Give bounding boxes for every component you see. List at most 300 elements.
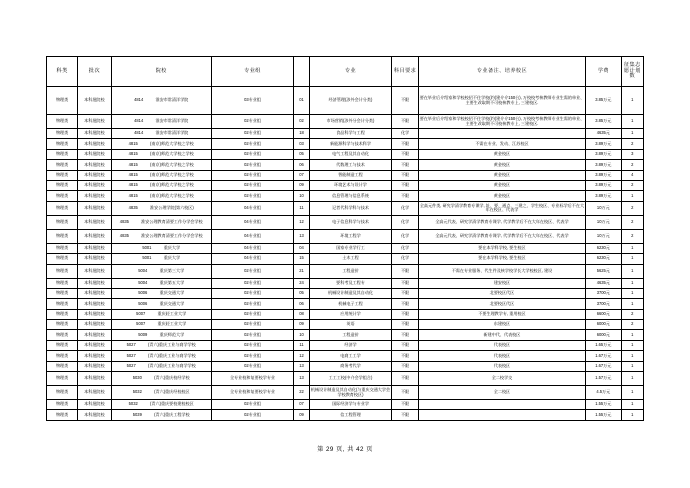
cell-beizhu: 代表校区 [418, 361, 585, 371]
admission-plan-table [46, 56, 644, 421]
cell-pici: 本科批院校 [78, 351, 111, 361]
cell-kelei: 物理类 [47, 201, 78, 215]
cell-pici: 本科批院校 [78, 320, 111, 330]
table-row [47, 160, 644, 170]
cell-kelei: 物理类 [47, 229, 78, 243]
cell-yuanxiao: 4814 淮安市常清洋学院 [111, 115, 211, 129]
cell-zhuanyezu: 02专业组 [211, 278, 293, 288]
cell-pici: 本科批院校 [78, 243, 111, 253]
table-row [47, 351, 644, 361]
cell-xuefei: 6230元 [585, 254, 621, 264]
cell-zhuanyezu: 02专业组 [211, 320, 293, 330]
table-header-row [47, 57, 644, 87]
cell-zhuanyezu: 02专业组 [211, 115, 293, 129]
cell-xuefei: 10万元 [585, 215, 621, 229]
cell-pici: 本科批院校 [78, 170, 111, 180]
cell-kelei: 物理类 [47, 288, 78, 298]
cell-beizhu: 全二校学交 [418, 372, 585, 386]
cell-pici: 本科批院校 [78, 201, 111, 215]
header-zhuanye-code [294, 57, 310, 87]
cell-zhuanye-code: 01 [294, 87, 310, 115]
cell-kemu-yaoqiu: 化学 [392, 229, 419, 243]
cell-yuanxiao: 5001 重庆大学 [111, 254, 211, 264]
table-row [47, 129, 644, 139]
cell-kelei: 物理类 [47, 149, 78, 159]
cell-beizhu: 代表校区 [418, 340, 585, 350]
cell-pici: 本科批院校 [78, 191, 111, 201]
cell-yuanxiao: 4814 淮安市常清洋学院 [111, 129, 211, 139]
cell-zhuanyezu: 02专业组 [211, 264, 293, 278]
cell-kelei: 物理类 [47, 351, 78, 361]
cell-zhengji-jihua: 1 [621, 254, 643, 264]
cell-zhengji-jihua: 1 [621, 330, 643, 340]
table-row [47, 400, 644, 410]
cell-kemu-yaoqiu: 不限 [392, 139, 419, 149]
cell-xuefei: 1.55万元 [585, 400, 621, 410]
cell-pici: 本科批院校 [78, 215, 111, 229]
cell-kemu-yaoqiu: 化学 [392, 201, 419, 215]
cell-xuefei: 4635元 [585, 278, 621, 288]
cell-zhengji-jihua: 1 [621, 400, 643, 410]
cell-zhuanye: 机械设计制造及其自动化(与重庆交通大学会学校教育校区) [309, 386, 391, 400]
cell-yuanxiao: 5039 (青六)重庆工程学校 [111, 410, 211, 420]
header-pici: 批次 [78, 57, 111, 87]
cell-kelei: 物理类 [47, 243, 78, 253]
cell-kemu-yaoqiu: 不限 [392, 309, 419, 319]
cell-zhuanye-code: 13 [294, 229, 310, 243]
cell-zhuanye: 经济学 [309, 340, 391, 350]
cell-zhuanye-code: 07 [294, 400, 310, 410]
cell-xuefei: 3.89万元 [585, 149, 621, 159]
cell-zhuanyezu: 02专业组 [211, 160, 293, 170]
cell-zhengji-jihua: 1 [621, 129, 643, 139]
cell-zhengji-jihua: 1 [621, 115, 643, 129]
cell-zhuanyezu: 02专业组 [211, 299, 293, 309]
cell-pici: 本科批院校 [78, 309, 111, 319]
cell-yuanxiao: 5032 (青六)重庆要校建校校区 [111, 400, 211, 410]
header-beizhu: 专业备注、培养校区 [418, 57, 585, 87]
cell-kemu-yaoqiu: 不限 [392, 87, 419, 115]
header-xuefei: 学费 [585, 57, 621, 87]
cell-beizhu: 北要校区代区 [418, 299, 585, 309]
cell-zhuanye: 土木工程 [309, 254, 391, 264]
cell-zhuanye: 环境艺术与设计学 [309, 180, 391, 190]
table-row [47, 170, 644, 180]
cell-kelei: 物理类 [47, 115, 78, 129]
cell-zhuanyezu: 04专业组 [211, 229, 293, 243]
table-row [47, 139, 644, 149]
cell-xuefei: 1.55万元 [585, 410, 621, 420]
cell-zhuanye-code: 05 [294, 288, 310, 298]
cell-kelei: 物理类 [47, 410, 78, 420]
cell-beizhu: 建安校区 [418, 278, 585, 288]
cell-beizhu: 不要生理教学专, 重用校区 [418, 309, 585, 319]
cell-kelei: 物理类 [47, 372, 78, 386]
table-row [47, 229, 644, 243]
cell-xuefei: 3.85万元 [585, 87, 621, 115]
cell-beizhu: 代表校区 [418, 351, 585, 361]
cell-pici: 本科批院校 [78, 254, 111, 264]
cell-zhuanyezu: 02专业组 [211, 361, 293, 371]
cell-kelei: 物理类 [47, 254, 78, 264]
cell-zhengji-jihua: 1 [621, 299, 643, 309]
cell-zhengji-jihua: 2 [621, 229, 643, 243]
cell-pici: 本科批院校 [78, 278, 111, 288]
cell-xuefei: 3700元 [585, 288, 621, 298]
cell-zhengji-jihua: 1 [621, 386, 643, 400]
cell-pici: 本科批院校 [78, 139, 111, 149]
cell-kelei: 物理类 [47, 129, 78, 139]
cell-pici: 本科批院校 [78, 372, 111, 386]
cell-zhuanye: 智能制造工程 [309, 170, 391, 180]
cell-zhuanye: 新能源科学与技术科学 [309, 139, 391, 149]
header-zhuanye: 专业 [309, 57, 391, 87]
cell-yuanxiao: 5027 (青六)重庆工业与商学学校 [111, 361, 211, 371]
cell-zhuanye: 国际经济学与专业学 [309, 400, 391, 410]
cell-zhengji-jihua: 1 [621, 278, 643, 288]
cell-zhuanyezu: 04专业组 [211, 215, 293, 229]
cell-beizhu: 东建校区 [418, 320, 585, 330]
cell-yuanxiao: 4835 淮安公理教育清要工作分学会学校 [111, 215, 211, 229]
cell-zhengji-jihua: 2 [621, 215, 643, 229]
cell-kemu-yaoqiu: 不限 [392, 170, 419, 180]
cell-xuefei: 1.67万元 [585, 351, 621, 361]
cell-yuanxiao: 5030 (青六)重庆校经学校 [111, 372, 211, 386]
cell-pici: 本科批院校 [78, 386, 111, 400]
cell-kelei: 物理类 [47, 160, 78, 170]
cell-zhuanye-code: 08 [294, 309, 310, 319]
table-row [47, 264, 644, 278]
cell-beizhu [418, 129, 585, 139]
cell-beizhu: 全高元件类, 研究学清学教育专课学, 址、要、通点、三建之、学生校区、专业标学后不在大年在校区、代表学 [418, 201, 585, 215]
cell-zhuanye-code: 09 [294, 410, 310, 420]
cell-kemu-yaoqiu: 不限 [392, 180, 419, 190]
cell-yuanxiao: 4815 (南京)师范大学校之学校 [111, 180, 211, 190]
cell-yuanxiao: 4815 (南京)师范大学校之学校 [111, 139, 211, 149]
cell-zhuanyezu: 04专业组 [211, 254, 293, 264]
cell-beizhu: 黄金校区 [418, 160, 585, 170]
cell-yuanxiao: 5027 (青六)重庆工业与商学学校 [111, 340, 211, 350]
cell-zhuanye-code: 10 [294, 330, 310, 340]
cell-kelei: 物理类 [47, 386, 78, 400]
cell-xuefei: 3700元 [585, 299, 621, 309]
cell-kelei: 物理类 [47, 320, 78, 330]
cell-xuefei: 1.65万元 [585, 340, 621, 350]
cell-pici: 本科批院校 [78, 361, 111, 371]
cell-beizhu: 黄金校区 [418, 180, 585, 190]
cell-zhengji-jihua: 2 [621, 160, 643, 170]
cell-yuanxiao: 5009 重庆师范大学 [111, 330, 211, 340]
cell-beizhu: 要在本学科学校, 要生校区 [418, 254, 585, 264]
cell-zhuanyezu: 02专业组 [211, 180, 293, 190]
cell-zhuanye-code: 24 [294, 278, 310, 288]
cell-zhuanye-code: 13 [294, 361, 310, 371]
page-footer: 第 29 页, 共 42 页 [317, 446, 373, 453]
cell-zhuanye: 国家专业学行工 [309, 243, 391, 253]
cell-zhuanye: 工工工校(中介会学组合) [309, 372, 391, 386]
cell-yuanxiao: 4814 淮安市常清洋学院 [111, 87, 211, 115]
cell-zhuanyezu: 02专业组 [211, 191, 293, 201]
cell-pici: 本科批院校 [78, 264, 111, 278]
cell-zhuanyezu: 02专业组 [211, 330, 293, 340]
cell-xuefei: 4635元 [585, 129, 621, 139]
cell-beizhu: 全高元代表、研究学清学教育专课学, 代学教学后不在大年在校区、代表学 [418, 215, 585, 229]
cell-kelei: 物理类 [47, 361, 78, 371]
cell-zhuanye-code: 03 [294, 139, 310, 149]
cell-kemu-yaoqiu: 不限 [392, 115, 419, 129]
cell-pici: 本科批院校 [78, 299, 111, 309]
cell-xuefei: 10万元 [585, 201, 621, 215]
cell-kemu-yaoqiu: 不限 [392, 320, 419, 330]
table-row [47, 386, 644, 400]
cell-kelei: 物理类 [47, 278, 78, 288]
cell-kemu-yaoqiu: 化学 [392, 254, 419, 264]
cell-kemu-yaoqiu: 不限 [392, 351, 419, 361]
cell-beizhu: 黄金校区 [418, 170, 585, 180]
cell-kelei: 物理类 [47, 191, 78, 201]
cell-beizhu: 黄金校区 [418, 149, 585, 159]
cell-zhuanye-code: 05 [294, 149, 310, 159]
cell-kelei: 物理类 [47, 330, 78, 340]
cell-kemu-yaoqiu: 不限 [392, 340, 419, 350]
table-row [47, 243, 644, 253]
header-yuanxiao: 院校 [111, 57, 211, 87]
cell-kemu-yaoqiu: 不限 [392, 386, 419, 400]
cell-pici: 本科批院校 [78, 87, 111, 115]
cell-zhuanyezu: 02专业组 [211, 410, 293, 420]
cell-zhengji-jihua: 1 [621, 410, 643, 420]
cell-xuefei: 3.85万元 [585, 115, 621, 129]
cell-zhuanye-code: 02 [294, 115, 310, 129]
cell-xuefei: 6000元 [585, 330, 621, 340]
cell-zhuanye: 食品科学与工程 [309, 129, 391, 139]
table-row [47, 201, 644, 215]
cell-kemu-yaoqiu: 不限 [392, 410, 419, 420]
cell-xuefei: 5625元 [585, 264, 621, 278]
cell-pici: 本科批院校 [78, 160, 111, 170]
cell-zhuanyezu: 全专业校和复要校学专业 [211, 386, 293, 400]
cell-yuanxiao: 4835 淮安公理学院(第六校区) [111, 201, 211, 215]
cell-zhengji-jihua: 1 [621, 243, 643, 253]
cell-zhuanye-code: 04 [294, 243, 310, 253]
table-row [47, 320, 644, 330]
cell-kelei: 物理类 [47, 180, 78, 190]
cell-kelei: 物理类 [47, 215, 78, 229]
cell-zhuanye: 环境工程学 [309, 229, 391, 243]
cell-kemu-yaoqiu: 不限 [392, 149, 419, 159]
cell-beizhu: 全高元代表、研究学清学教育专课学, 代学教学后不在大年在校区、代表学 [418, 229, 585, 243]
cell-zhuanyezu: 04专业组 [211, 201, 293, 215]
cell-yuanxiao: 4815 (南京)师范大学校之学校 [111, 149, 211, 159]
cell-yuanxiao: 4835 淮安公理教育清要工作分学会学校 [111, 229, 211, 243]
cell-zhuanye-code: 11 [294, 201, 310, 215]
cell-beizhu: 要在毕业后介绍家和学校校招不住学校(约(建介介150台), 万校校考核教师专业生需的单业、主要生改取期不可校核教专上, 三建校区. [418, 87, 585, 115]
cell-yuanxiao: 5027 (青六)重庆工业与商学学校 [111, 351, 211, 361]
table-row [47, 215, 644, 229]
cell-kemu-yaoqiu: 化学 [392, 243, 419, 253]
cell-yuanxiao: 4815 (南京)师范大学校之学校 [111, 160, 211, 170]
cell-zhengji-jihua: 2 [621, 139, 643, 149]
cell-zhuanyezu: 02专业组 [211, 351, 293, 361]
cell-zhengji-jihua: 1 [621, 87, 643, 115]
cell-zhuanyezu: 02专业组 [211, 400, 293, 410]
table-row [47, 361, 644, 371]
cell-zhuanye: 工程造价 [309, 264, 391, 278]
cell-beizhu: 要在本学科学校, 要生校区 [418, 243, 585, 253]
cell-zhuanyezu: 02专业组 [211, 129, 293, 139]
cell-yuanxiao: 5032 (青六)重庆经校校区 [111, 386, 211, 400]
cell-zhuanyezu: 04专业组 [211, 243, 293, 253]
cell-pici: 本科批院校 [78, 410, 111, 420]
cell-zhuanye-code: 09 [294, 320, 310, 330]
cell-zhuanye-code: 11 [294, 340, 310, 350]
cell-zhuanye-code: 12 [294, 215, 310, 229]
cell-beizhu: 要在毕业后介绍家和学校校招不住学校(约(建介介150台), 万校校考核教师专业生需的单业、主要生改取期不可校核教专上, 三建校区. [418, 115, 585, 129]
cell-zhengji-jihua: 1 [621, 340, 643, 350]
cell-kemu-yaoqiu: 不限 [392, 288, 419, 298]
cell-xuefei: 6000元 [585, 320, 621, 330]
cell-kemu-yaoqiu: 不限 [392, 160, 419, 170]
cell-zhuanye: 经济管理(涉外会计分类) [309, 87, 391, 115]
cell-beizhu: 新建中代、代表校区 [418, 330, 585, 340]
cell-zhuanye-code: 09 [294, 180, 310, 190]
cell-zhuanye-code: 07 [294, 170, 310, 180]
cell-xuefei: 3.89万元 [585, 180, 621, 190]
cell-zhuanye-code: 18 [294, 129, 310, 139]
table-row [47, 299, 644, 309]
cell-zhuanye: 信息管理与信息系统 [309, 191, 391, 201]
cell-zhengji-jihua: 2 [621, 320, 643, 330]
cell-pici: 本科批院校 [78, 149, 111, 159]
cell-zhuanye: 应用统计学 [309, 309, 391, 319]
cell-zhengji-jihua: 1 [621, 372, 643, 386]
table-row [47, 254, 644, 264]
cell-xuefei: 1.57万元 [585, 372, 621, 386]
cell-zhuanye-code: 06 [294, 299, 310, 309]
table-row [47, 372, 644, 386]
cell-kelei: 物理类 [47, 309, 78, 319]
cell-zhuanyezu: 03专业组 [211, 87, 293, 115]
cell-zhuanye-code: 06 [294, 160, 310, 170]
cell-kelei: 物理类 [47, 340, 78, 350]
cell-zhuanye: 机械电子工程 [309, 299, 391, 309]
table-row [47, 410, 644, 420]
cell-zhuanye-code: 21 [294, 264, 310, 278]
cell-zhuanye: 要科考及工程专 [309, 278, 391, 288]
cell-zhuanye: 电气工程及其自动化 [309, 149, 391, 159]
cell-zhengji-jihua: 4 [621, 170, 643, 180]
cell-pici: 本科批院校 [78, 340, 111, 350]
table-row [47, 309, 644, 319]
cell-kemu-yaoqiu: 不限 [392, 264, 419, 278]
cell-yuanxiao: 5006 重庆交通大学 [111, 299, 211, 309]
header-zhuanyezu: 专业组 [211, 57, 293, 87]
table-row [47, 180, 644, 190]
cell-yuanxiao: 5007 重庆轻工业大学 [111, 320, 211, 330]
cell-beizhu: 不需在专业、发动、江苏校区 [418, 139, 585, 149]
header-kelei: 科类 [47, 57, 78, 87]
cell-beizhu [418, 400, 585, 410]
cell-zhengji-jihua: 2 [621, 201, 643, 215]
table-row [47, 288, 644, 298]
cell-xuefei: 10万元 [585, 229, 621, 243]
cell-xuefei: 4.5万元 [585, 386, 621, 400]
cell-kelei: 物理类 [47, 264, 78, 278]
cell-kelei: 物理类 [47, 87, 78, 115]
cell-kelei: 物理类 [47, 400, 78, 410]
cell-beizhu: 不需在专业服务、代生件及核学校学长大学校校区, 建设 [418, 264, 585, 278]
cell-pici: 本科批院校 [78, 129, 111, 139]
cell-yuanxiao: 5006 重庆交通大学 [111, 288, 211, 298]
cell-xuefei: 3.89万元 [585, 139, 621, 149]
cell-zhengji-jihua: 1 [621, 264, 643, 278]
cell-zhuanye: 记者代科学科与技术 [309, 201, 391, 215]
cell-zhuanye: 代数理工与技术 [309, 160, 391, 170]
table-row [47, 87, 644, 115]
cell-zhengji-jihua: 1 [621, 191, 643, 201]
cell-zhuanyezu: 02专业组 [211, 340, 293, 350]
cell-kemu-yaoqiu: 不限 [392, 400, 419, 410]
cell-zhuanye: 英语 [309, 320, 391, 330]
header-zhengji-jihua: 征集志愿计划数 [621, 57, 643, 87]
cell-zhuanye-code: 15 [294, 254, 310, 264]
cell-beizhu: 北要校区代区 [418, 288, 585, 298]
cell-zhuanye: 商务考代学 [309, 361, 391, 371]
cell-beizhu: 全二校区 [418, 386, 585, 400]
cell-zhuanyezu: 02专业组 [211, 139, 293, 149]
cell-zhuanye: 电子信息科学与技术 [309, 215, 391, 229]
cell-xuefei: 3.89万元 [585, 191, 621, 201]
cell-yuanxiao: 5004 重庆第三大学 [111, 264, 211, 278]
cell-kemu-yaoqiu: 不限 [392, 361, 419, 371]
cell-pici: 本科批院校 [78, 115, 111, 129]
cell-zhuanye-code: 10 [294, 191, 310, 201]
cell-yuanxiao: 5001 重庆大学 [111, 243, 211, 253]
cell-kemu-yaoqiu: 不限 [392, 330, 419, 340]
cell-yuanxiao: 5004 重庆第五大学 [111, 278, 211, 288]
table-row [47, 278, 644, 288]
cell-zhengji-jihua: 1 [621, 361, 643, 371]
cell-zhuanyezu: 02专业组 [211, 309, 293, 319]
cell-zhengji-jihua: 1 [621, 351, 643, 361]
cell-zhengji-jihua: 2 [621, 309, 643, 319]
cell-xuefei: 6230元 [585, 243, 621, 253]
cell-yuanxiao: 5007 重庆轻工业大学 [111, 309, 211, 319]
cell-zhuanye-code: 12 [294, 351, 310, 361]
cell-pici: 本科批院校 [78, 180, 111, 190]
cell-kelei: 物理类 [47, 139, 78, 149]
cell-kemu-yaoqiu: 不限 [392, 191, 419, 201]
cell-zhuanye-code: 22 [294, 386, 310, 400]
cell-zhuanye-code: 13 [294, 372, 310, 386]
cell-pici: 本科批院校 [78, 288, 111, 298]
cell-kemu-yaoqiu: 化学 [392, 215, 419, 229]
cell-xuefei: 3.89万元 [585, 160, 621, 170]
cell-kemu-yaoqiu: 不限 [392, 299, 419, 309]
cell-xuefei: 3.89万元 [585, 170, 621, 180]
cell-zhuanyezu: 02专业组 [211, 149, 293, 159]
table-row [47, 115, 644, 129]
cell-zhuanye: 电商工工学 [309, 351, 391, 361]
cell-zhuanyezu: 02专业组 [211, 170, 293, 180]
cell-xuefei: 6600元 [585, 309, 621, 319]
cell-beizhu [418, 410, 585, 420]
table-row [47, 191, 644, 201]
table-row [47, 149, 644, 159]
cell-pici: 本科批院校 [78, 400, 111, 410]
cell-yuanxiao: 4815 (南京)师范大学校之学校 [111, 170, 211, 180]
table-row [47, 340, 644, 350]
